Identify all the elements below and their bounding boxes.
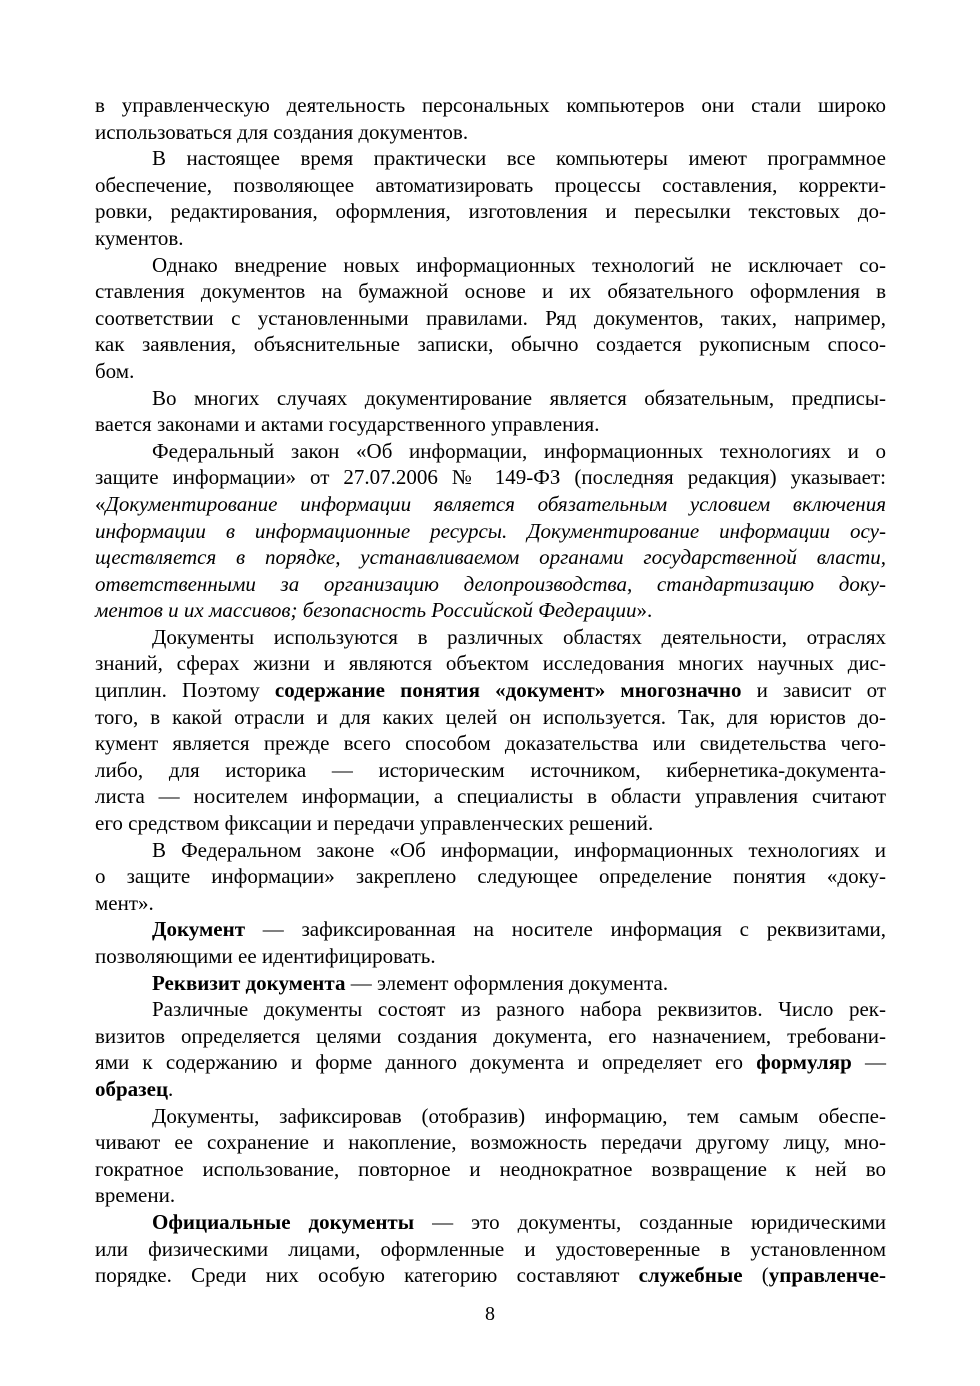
text-line: Федеральный закон «Об информации, информационных технологиях и о — [152, 438, 886, 463]
text-line: Во многих случаях документирование является обязательным, предписы- — [152, 385, 886, 410]
text-line: обеспечение, позволяющее автоматизировать процессы составления, корректи- — [95, 172, 886, 197]
italic-quote: ментов и их массивов; безопасность Российской Федерации — [95, 598, 637, 623]
bold-term: служебные — [638, 1263, 743, 1288]
italic-quote: ответственными за организацию делопроизводства, стандартизацию доку- — [95, 571, 886, 596]
text-line: позволяющими ее идентифицировать. — [95, 944, 436, 968]
text-run: — элемент оформления документа. — [345, 970, 669, 995]
text-line: В Федеральном законе «Об информации, информационных технологиях и — [152, 837, 886, 862]
text-line — [95, 677, 886, 704]
text-line: мент». — [95, 890, 154, 915]
page-number: 8 — [485, 1303, 495, 1325]
text-run: порядке. Среди них особую категорию составляют — [95, 1263, 639, 1288]
italic-quote: информации в информационные ресурсы. Документирование информации осу- — [95, 518, 886, 543]
quote-open: « — [95, 491, 106, 516]
text-run: циплин. Поэтому — [95, 678, 275, 703]
text-line: бом. — [95, 358, 135, 383]
text-line — [95, 1209, 886, 1236]
text-line: листа — носителем информации, а специалисты в области управления считают — [95, 784, 886, 809]
text-run: ями к содержанию и форме данного документа и определяет его — [95, 1050, 757, 1075]
text-line: либо, для историка — историческим источником, кибернетика-документа- — [95, 757, 886, 782]
text-run: — зафиксированная на носителе информация с реквизитами, — [245, 917, 886, 942]
text-line: гократное использование, повторное и неоднократное возвращение к ней во — [95, 1156, 886, 1181]
text-line: времени. — [95, 1183, 176, 1208]
text-run: ( — [742, 1263, 769, 1288]
text-line: как заявления, объяснительные записки, обычно создается рукописным спосо- — [95, 332, 886, 357]
bold-term: Документ — [152, 917, 246, 942]
text-line: Документы, зафиксировав (отобразив) информацию, тем самым обеспе- — [152, 1103, 886, 1128]
bold-term: формуляр — [756, 1050, 852, 1075]
text-line — [95, 544, 886, 571]
text-run: — — [851, 1050, 886, 1075]
page-body — [95, 92, 886, 1289]
text-line — [95, 1076, 886, 1103]
text-line: Различные документы состоят из разного набора реквизитов. Число рек- — [152, 997, 886, 1022]
text-line: того, в какой отрасли и для каких целей он используется. Так, для юристов до- — [95, 704, 886, 729]
text-line: Однако внедрение новых информационных технологий не исключает со- — [152, 252, 886, 277]
text-line: чивают ее сохранение и накопление, возможность передачи другому лицу, мно- — [95, 1130, 886, 1155]
text-line — [95, 518, 886, 545]
bold-term: образец — [95, 1076, 169, 1101]
text-line: соответствии с установленными правилами. Ряд документов, таких, например, — [95, 305, 886, 330]
text-line — [95, 571, 886, 598]
text-line: визитов определяется целями создания документа, его назначением, требовани- — [95, 1023, 886, 1048]
text-line: ставления документов на бумажной основе и их обязательного оформления в — [95, 279, 886, 304]
text-line — [95, 970, 886, 997]
text-run: . — [168, 1076, 174, 1101]
bold-term: Реквизит документа — [152, 970, 346, 995]
text-line: В настоящее время практически все компьютеры имеют программное — [152, 146, 886, 171]
bold-term: содержание понятия «документ» многозначно — [274, 678, 742, 703]
text-line: его средством фиксации и передачи управленческих решений. — [95, 811, 654, 836]
text-line: кумент является прежде всего способом доказательства или свидетельства чего- — [95, 731, 886, 756]
text-line — [95, 916, 886, 943]
text-line: использоваться для создания документов. — [95, 119, 469, 144]
text-line: знаний, сферах жизни и являются объектом исследования многих научных дис- — [95, 651, 886, 676]
text-line: кументов. — [95, 225, 184, 250]
text-line: вается законами и актами государственного управления. — [95, 412, 600, 437]
text-run: — это документы, созданные юридическими — [414, 1209, 886, 1234]
italic-quote: ществляется в порядке, устанавливаемом органами государственной власти, — [95, 545, 886, 570]
text-line — [95, 1049, 886, 1076]
bold-term: Официальные документы — [152, 1209, 415, 1234]
text-line — [95, 597, 886, 624]
text-line: ровки, редактирования, оформления, изготовления и пересылки текстовых до- — [95, 199, 886, 224]
bold-term: управленче- — [768, 1263, 886, 1288]
text-line: Документы используются в различных областях деятельности, отраслях — [152, 624, 886, 649]
text-line: или физическими лицами, оформленные и удостоверенные в установленном — [95, 1236, 886, 1261]
text-line: в управленческую деятельность персональных компьютеров они стали широко — [95, 93, 886, 117]
text-run: и зависит от — [741, 678, 886, 703]
text-line: о защите информации» закреплено следующее определение понятия «доку- — [95, 864, 886, 889]
text-line — [95, 491, 886, 518]
quote-close: ». — [636, 598, 653, 623]
italic-quote: Документирование информации является обязательным условием включения — [105, 491, 886, 516]
text-line: защите информации» от 27.07.2006 № 149-ФЗ (последняя редакция) указывает: — [95, 465, 886, 490]
text-line — [95, 1262, 886, 1289]
